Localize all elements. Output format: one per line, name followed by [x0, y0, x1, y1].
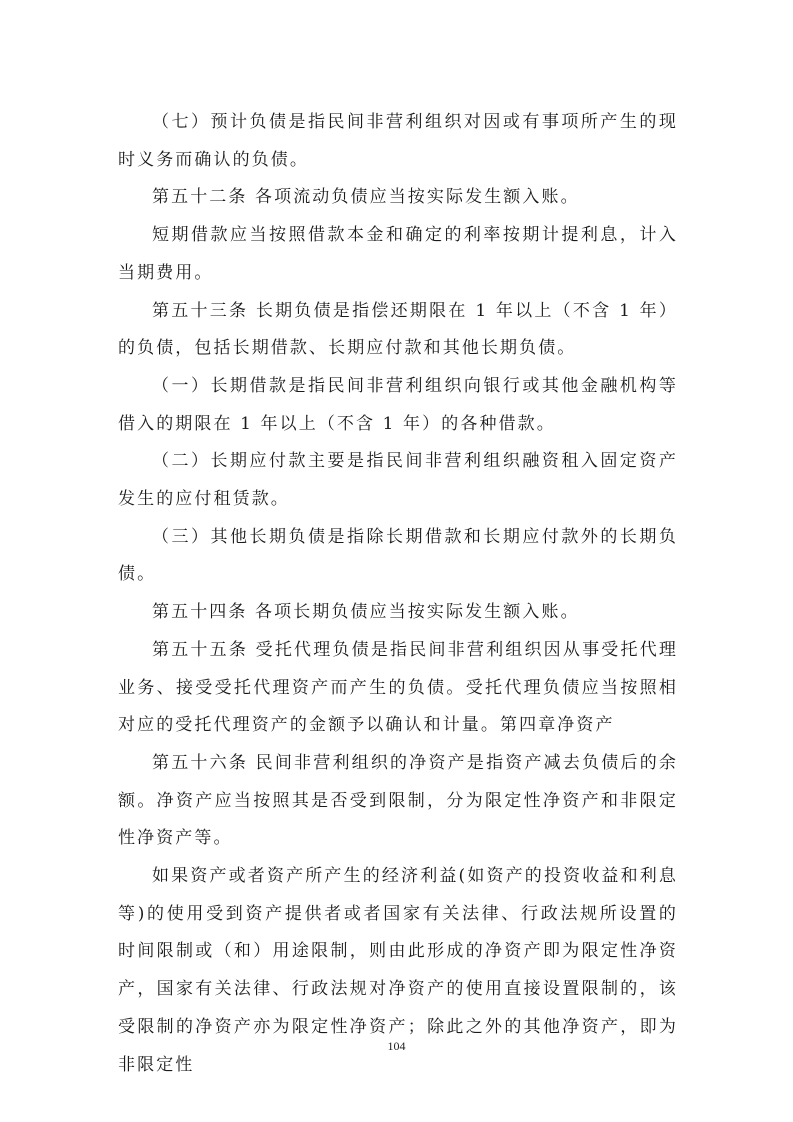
paragraph: 第五十四条 各项长期负债应当按实际发生额入账。: [152, 602, 580, 623]
paragraph: 第五十二条 各项流动负债应当按实际发生额入账。: [152, 187, 580, 208]
paragraph: （二）长期应付款主要是指民间非营利组织融资租入固定资产发生的应付租赁款。: [118, 451, 678, 510]
paragraph: 如果资产或者资产所产生的经济利益(如资产的投资收益和利息等)的使用受到资产提供者或者国家有关法律、行政法规所设置的时间限制或（和）用途限制，则由此形成的净资产即为限定性净资产，国家有关法律、行政法规对净资产的使用直接设置限制的，该受限制的净资产亦为限定性净资产；除此之外的其他净资产，即为非限定性: [118, 866, 678, 1075]
body-text: [118, 104, 678, 1084]
paragraph: 第五十六条 民间非营利组织的净资产是指资产减去负债后的余额。净资产应当按照其是否受到限制，分为限定性净资产和非限定性净资产等。: [118, 752, 678, 849]
paragraph: （七）预计负债是指民间非营利组织对因或有事项所产生的现时义务而确认的负债。: [118, 112, 678, 170]
page-number: 104: [387, 1039, 406, 1053]
paragraph: 第五十五条 受托代理负债是指民间非营利组织因从事受托代理业务、接受受托代理资产而产生的负债。受托代理负债应当按照相对应的受托代理资产的金额予以确认和计量。第四章净资产: [118, 639, 678, 736]
paragraph: 短期借款应当按照借款本金和确定的利率按期计提利息，计入当期费用。: [118, 225, 678, 283]
paragraph: 第五十三条 长期负债是指偿还期限在 1 年以上（不含 1 年）的负债，包括长期借款、长期应付款和其他长期负债。: [118, 300, 678, 359]
paragraph: （一）长期借款是指民间非营利组织向银行或其他金融机构等借入的期限在 1 年以上（不含 1 年）的各种借款。: [118, 375, 678, 434]
paragraph: （三）其他长期负债是指除长期借款和长期应付款外的长期负债。: [118, 526, 678, 585]
